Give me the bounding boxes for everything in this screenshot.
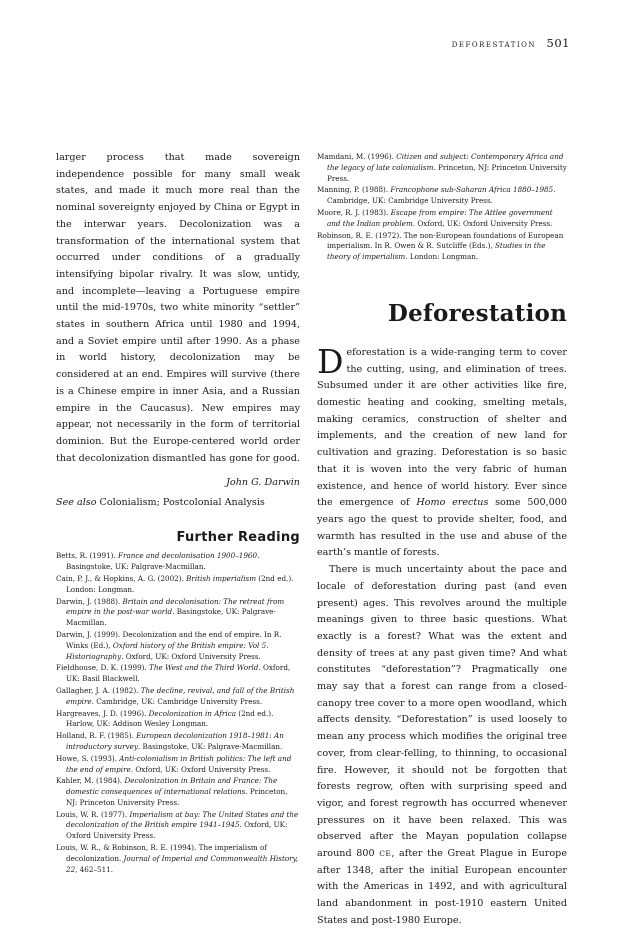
reference-item: Manning, P. (1988). Francophone sub-Saharan Africa 1880–1985. Cambridge, UK: Cambridge University Press. (317, 185, 556, 206)
further-reading-heading: Further Reading (176, 530, 300, 546)
reference-item: Moore, R. J. (1983). Escape from empire: The Attlee government and the Indian problem. Oxford, UK: Oxford University Press. (317, 207, 553, 228)
see-also-label: See also (56, 497, 97, 509)
reference-item: Fieldhouse, D. K. (1999). The West and the Third World. Oxford, UK: Basil Blackwell. (56, 663, 291, 684)
right-column (317, 152, 567, 930)
reference-item: Mamdani, M. (1996). Citizen and subject: Contemporary Africa and the legacy of late colonialism. Princeton, NJ: Princeton University Press. (317, 152, 567, 183)
page-number: 501 (546, 36, 570, 50)
reference-item: Holland, R. F. (1985). European decolonization 1918–1981: An introductory survey. Basingstoke, UK: Palgrave-Macmillan. (56, 731, 284, 751)
reference-item: Hargreaves, J. D. (1996). Decolonization in Africa (2nd ed.). Harlow, UK: Addison Wesley Longman. (56, 708, 274, 729)
author-signature: John G. Darwin (226, 477, 300, 489)
article-title: Deforestation (387, 299, 567, 327)
reference-item: Louis, W. R. (1977). Imperialism at bay: The United States and the decolonization of the British empire 1941–1945. Oxford, UK: Oxford University Press. (56, 809, 299, 841)
reference-item: Darwin, J. (1999). Decolonization and the end of empire. In R. Winks (Ed.), Oxford history of the British empire: Vol 5. Historiography. Oxford, UK: Oxford University Press. (56, 629, 282, 661)
article-paragraph-2: There is much uncertainty about the pace and locale of deforestation during past (and even present) ages. This revolves around the multiple meanings given to three basic questions. What exactly is a forest? What was the extent and density of trees at any past given time? And what constitutes “deforestation”? Pragmatically one may say that a forest can range from a closed-canopy tree cover to a more open woodland, which affects density. “Deforestation” is used loosely to mean any process which modifies the original tree cover, from clear-felling, to thinning, to occasional fire. However, it should not be forgotten that forests regrow, often with surprising speed and vigor, and forest regrowth has occurred whenever pressures on it have been relaxed. This was observed after the Mayan population collapse around 800 CE, after the Great Plague in Europe after 1348, after the initial European encounter with the Americas in 1492, and with agricultural land abandonment in post-1910 eastern United States and post-1980 Europe. (317, 564, 567, 926)
body-paragraph: larger process that made sovereign independence possible for many small weak states, and made it much more real than the nominal sovereignty enjoyed by China or Egypt in the interwar years. Decolonization was a transformation of the international system that occurred under conditions of a gradually intensifying bipolar rivalry. It was slow, untidy, and incomplete—leaving a Portuguese empire until the mid-1970s, two white minority “settler” states in southern Africa until 1980 and 1994, and a Soviet empire until after 1990. As a phase in world history, decolonization may be considered at an end. Empires will survive (there is a Chinese empire in inner Asia, and a Russian empire in the Caucasus). New empires may appear, not necessarily in the form of territorial dominion. But the Europe-centered world order that decolonization dismantled has gone for good. (56, 152, 300, 464)
reference-list (56, 551, 300, 875)
running-header (452, 36, 570, 50)
reference-item: Kahler, M. (1984). Decolonization in Britain and France: The domestic consequences of international relations. Princeton, NJ: Princeton University Press. (56, 776, 288, 807)
reference-item: Cain, P. J., & Hopkins, A. G. (2002). British imperialism (2nd ed.). London: Longman. (56, 573, 294, 594)
drop-cap: D (317, 341, 344, 381)
article-paragraph-1: Deforestation is a wide-ranging term to cover the cutting, using, and elimination of trees. Subsumed under it are other activities like fire, domestic heating and cooking, smelting metals, making ceramics, construction of shelter and implements, and the creation of new land for cultivation and grazing. Deforestation is so basic that it is woven into the very fabric of human existence, and hence of world history. Ever since the emergence of Homo erectus some 500,000 years ago the quest to provide shelter, food, and warmth has resulted in the use and abuse of the earth’s mantle of forests. (317, 341, 567, 559)
reference-item: Betts, R. (1991). France and decolonisation 1900–1960. Basingstoke, UK: Palgrave-Macmillan. (56, 551, 260, 572)
see-also-links[interactable]: Colonialism; Postcolonial Analysis (96, 497, 265, 509)
reference-item: Robinson, R. E. (1972). The non-European foundations of European imperialism. In R. Owen & R. Sutcliffe (Eds.), Studies in the theory of imperialism. London: Longman. (317, 230, 564, 262)
running-title: deforestation (451, 38, 536, 50)
reference-item: Gallagher, J. A. (1982). The decline, revival, and fall of the British empire. Cambridge, UK: Cambridge University Press. (56, 685, 295, 706)
left-column (56, 150, 300, 876)
reference-item: Darwin, J. (1988). Britain and decolonisation: The retreat from empire in the post-war world. Basingstoke, UK: Palgrave-Macmillan. (56, 596, 285, 628)
see-also (56, 497, 300, 508)
reference-list-continued (317, 152, 567, 263)
reference-item: Louis, W. R., & Robinson, R. E. (1994). The imperialism of decolonization. Journal of Imperial and Commonwealth History, 22, 462–511. (56, 843, 299, 874)
reference-item: Howe, S. (1993). Anti-colonialism in British politics: The left and the end of empire. Oxford, UK: Oxford University Press. (56, 753, 292, 774)
